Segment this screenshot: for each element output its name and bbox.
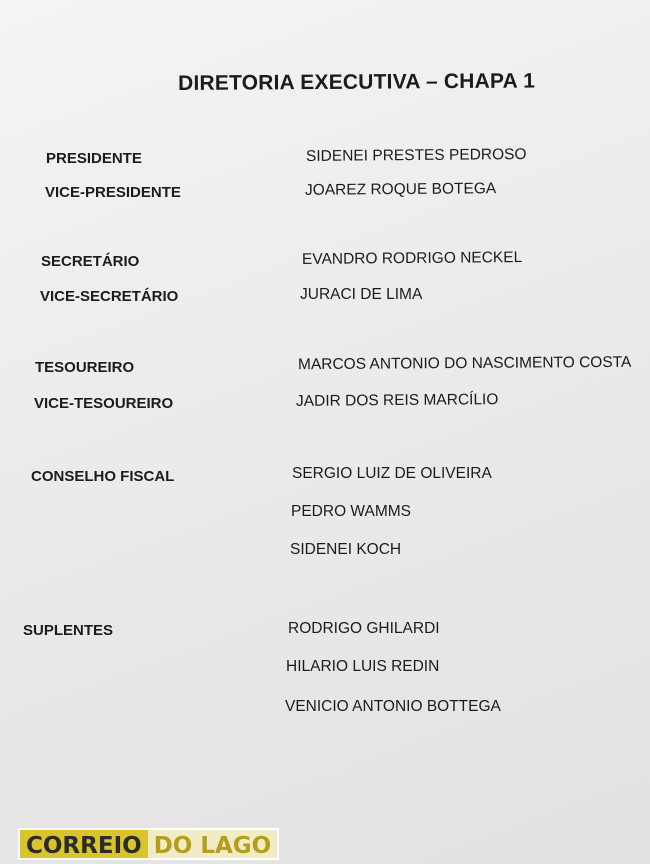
- logo-part-correio: CORREIO: [18, 828, 148, 860]
- role-vice-tesoureiro: VICE-TESOUREIRO: [34, 395, 174, 412]
- conselho-fiscal-member: SIDENEI KOCH: [290, 541, 402, 558]
- role-secretario: SECRETÁRIO: [41, 253, 140, 270]
- role-presidente: PRESIDENTE: [46, 150, 142, 167]
- suplente-member: RODRIGO GHILARDI: [288, 620, 440, 637]
- role-suplentes: SUPLENTES: [23, 622, 114, 639]
- name-vice-tesoureiro: JADIR DOS REIS MARCÍLIO: [295, 391, 499, 410]
- logo-part-do-lago: DO LAGO: [148, 828, 280, 860]
- suplente-member: VENICIO ANTONIO BOTTEGA: [285, 698, 501, 715]
- document-title: DIRETORIA EXECUTIVA – CHAPA 1: [178, 69, 536, 95]
- role-vice-secretario: VICE-SECRETÁRIO: [40, 288, 179, 305]
- role-conselho-fiscal: CONSELHO FISCAL: [31, 468, 175, 485]
- name-secretario: EVANDRO RODRIGO NECKEL: [301, 249, 523, 268]
- role-vice-presidente: VICE-PRESIDENTE: [45, 184, 181, 201]
- name-presidente: SIDENEI PRESTES PEDROSO: [305, 146, 527, 165]
- name-vice-presidente: JOAREZ ROQUE BOTEGA: [304, 180, 497, 199]
- conselho-fiscal-member: SERGIO LUIZ DE OLIVEIRA: [292, 465, 492, 482]
- name-tesoureiro: MARCOS ANTONIO DO NASCIMENTO COSTA: [297, 353, 632, 374]
- correio-do-lago-logo: [18, 828, 279, 860]
- role-tesoureiro: TESOUREIRO: [35, 359, 135, 376]
- name-vice-secretario: JURACI DE LIMA: [300, 286, 423, 303]
- conselho-fiscal-member: PEDRO WAMMS: [291, 503, 411, 520]
- suplente-member: HILARIO LUIS REDIN: [286, 658, 440, 675]
